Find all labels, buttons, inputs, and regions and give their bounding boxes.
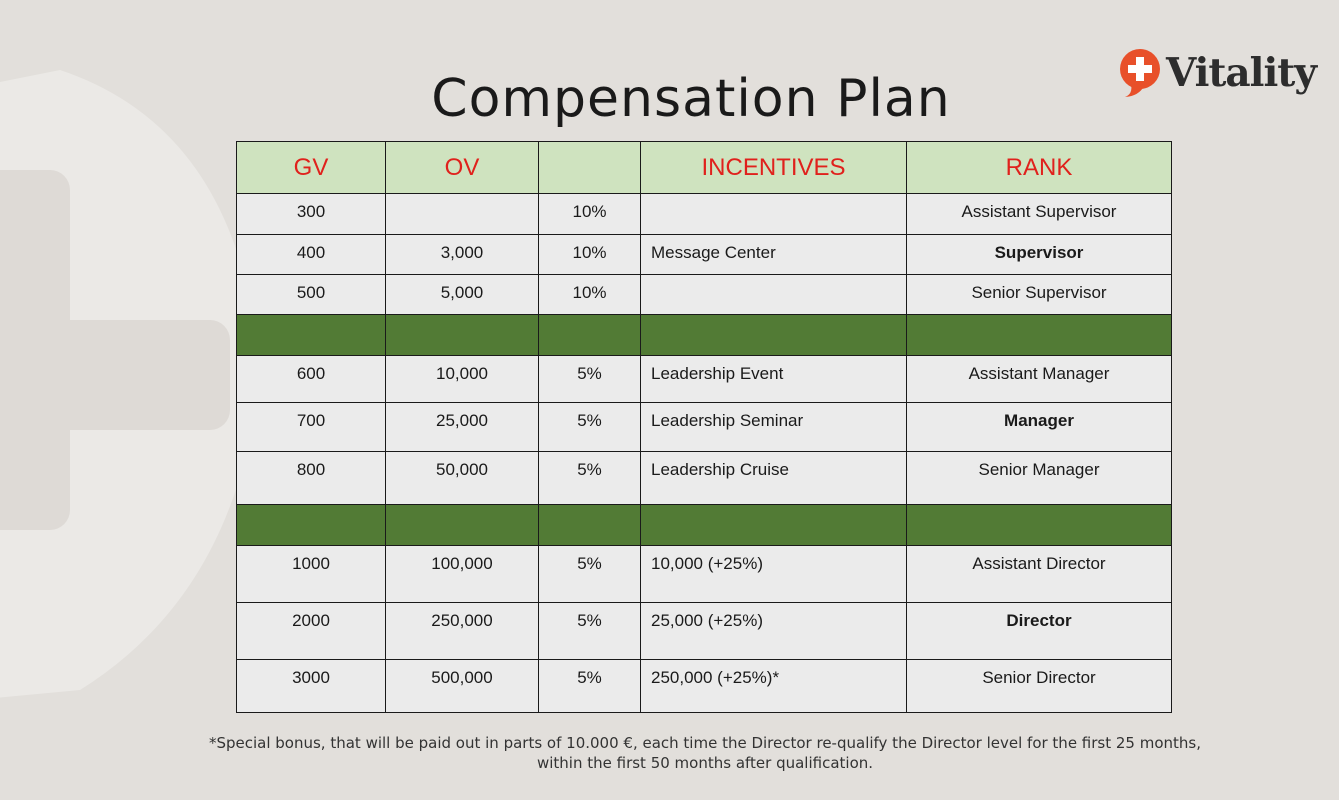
incentive-cell: Message Center [641,235,907,275]
separator-cell [641,315,907,356]
ov-cell: 50,000 [386,452,539,505]
separator-cell [386,505,539,546]
rank-cell: Assistant Director [907,546,1172,603]
header-ov: OV [386,142,539,194]
percent-cell: 5% [539,452,641,505]
percent-cell: 10% [539,275,641,315]
percent-cell: 5% [539,356,641,403]
logo-text: Vitality [1166,49,1316,96]
ov-cell: 5,000 [386,275,539,315]
gv-cell: 3000 [237,660,386,713]
rank-cell: Senior Director [907,660,1172,713]
header-gv: GV [237,142,386,194]
incentive-cell [641,194,907,235]
separator-cell [907,315,1172,356]
incentive-cell: Leadership Cruise [641,452,907,505]
percent-cell: 10% [539,194,641,235]
header-rank: RANK [907,142,1172,194]
rank-cell: Supervisor [907,235,1172,275]
ov-cell: 500,000 [386,660,539,713]
separator-cell [907,505,1172,546]
separator-cell [641,505,907,546]
rank-cell: Assistant Manager [907,356,1172,403]
rank-cell: Senior Manager [907,452,1172,505]
separator-row [237,505,1172,546]
separator-cell [237,315,386,356]
footnote-line-2: within the first 50 months after qualification. [536,754,874,772]
separator-cell [539,505,641,546]
incentive-cell: 25,000 (+25%) [641,603,907,660]
footnote [130,733,1280,773]
gv-cell: 700 [237,403,386,452]
percent-cell: 5% [539,403,641,452]
separator-cell [539,315,641,356]
table-row [237,235,1172,275]
table-header-row [237,142,1172,194]
incentive-cell: Leadership Seminar [641,403,907,452]
percent-cell: 5% [539,546,641,603]
incentive-cell: 250,000 (+25%)* [641,660,907,713]
rank-cell: Assistant Supervisor [907,194,1172,235]
rank-cell: Senior Supervisor [907,275,1172,315]
table-row [237,546,1172,603]
ov-cell: 3,000 [386,235,539,275]
compensation-table [236,141,1172,713]
table-row [237,603,1172,660]
gv-cell: 2000 [237,603,386,660]
percent-cell: 10% [539,235,641,275]
gv-cell: 500 [237,275,386,315]
table-row [237,660,1172,713]
gv-cell: 300 [237,194,386,235]
incentive-cell: Leadership Event [641,356,907,403]
incentive-cell [641,275,907,315]
rank-cell: Manager [907,403,1172,452]
table-row [237,275,1172,315]
gv-cell: 600 [237,356,386,403]
table-row [237,194,1172,235]
ov-cell: 25,000 [386,403,539,452]
ov-cell: 10,000 [386,356,539,403]
table-row [237,403,1172,452]
incentive-cell: 10,000 (+25%) [641,546,907,603]
table-row [237,452,1172,505]
footnote-line-1: *Special bonus, that will be paid out in parts of 10.000 €, each time the Director re-qualify the Director level for the first 25 months, [208,734,1202,752]
gv-cell: 800 [237,452,386,505]
percent-cell: 5% [539,603,641,660]
page-title: Compensation Plan [431,69,951,129]
table-row [237,356,1172,403]
separator-row [237,315,1172,356]
header-incentives: INCENTIVES [641,142,907,194]
percent-cell: 5% [539,660,641,713]
gv-cell: 1000 [237,546,386,603]
gv-cell: 400 [237,235,386,275]
ov-cell: 100,000 [386,546,539,603]
ov-cell [386,194,539,235]
header-percent [539,142,641,194]
ov-cell: 250,000 [386,603,539,660]
background-watermark-icon [0,70,260,720]
separator-cell [386,315,539,356]
separator-cell [237,505,386,546]
rank-cell: Director [907,603,1172,660]
